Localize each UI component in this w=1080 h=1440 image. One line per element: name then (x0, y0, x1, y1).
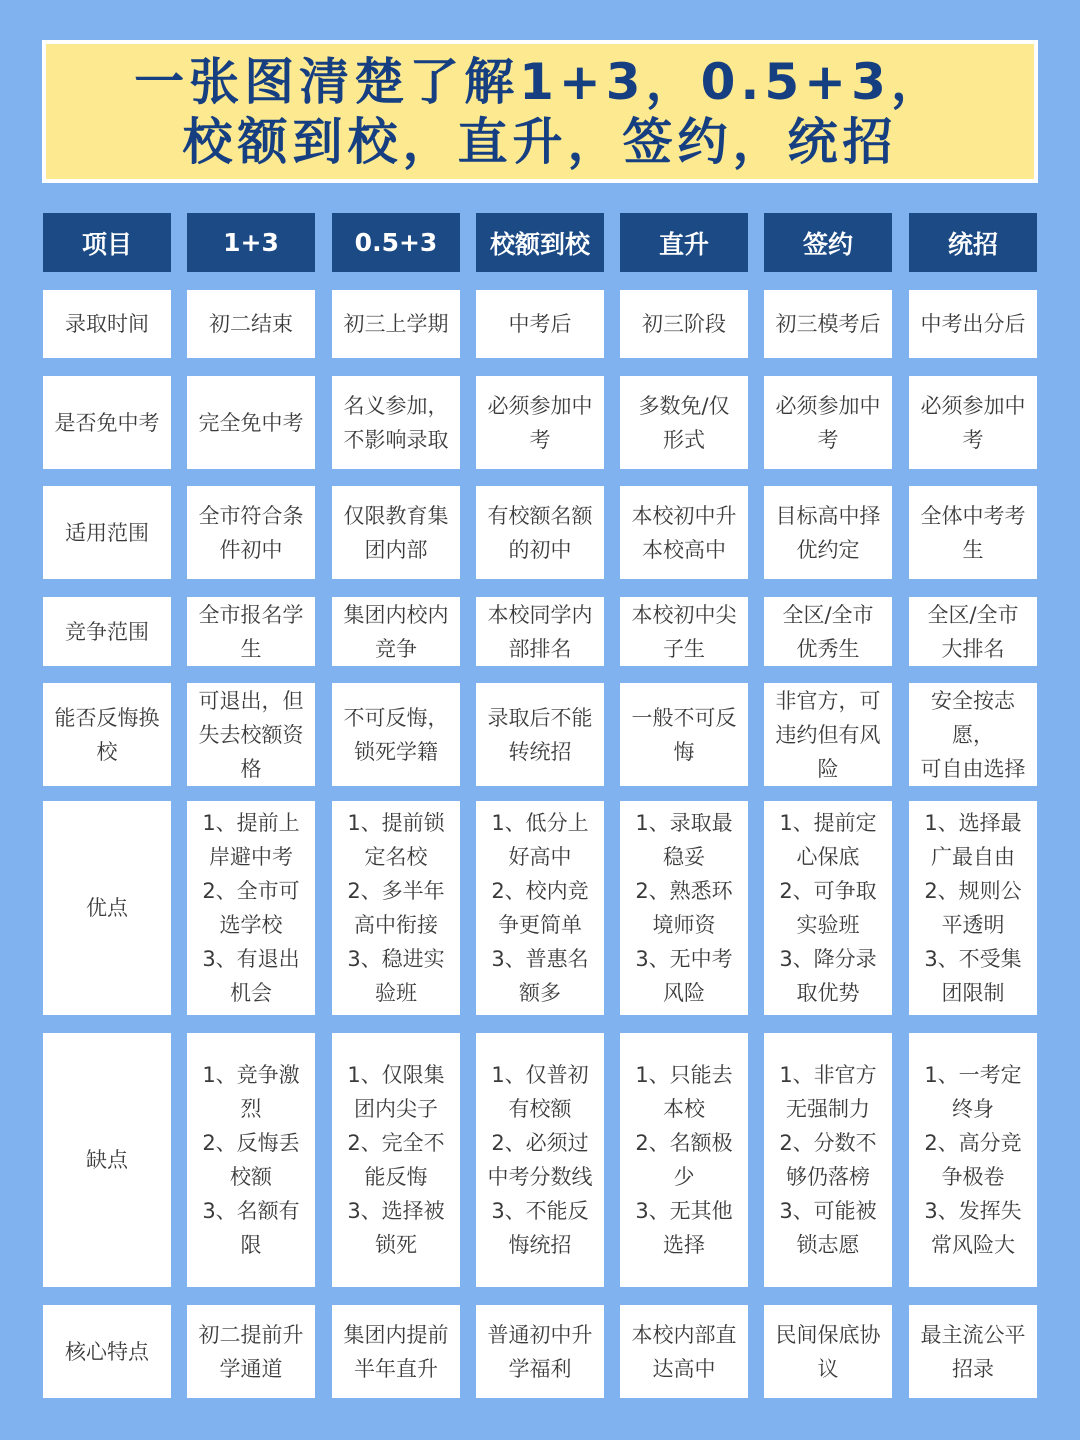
table-cell: 1、只能去 本校 2、名额极 少 3、无其他 选择 (620, 1033, 748, 1287)
row-label-text: 录取时间 (65, 312, 149, 336)
row-label-text: 竞争范围 (65, 619, 149, 644)
table-cell: 中考后 (476, 290, 604, 358)
table-cell: 全市报名学 生 (187, 597, 315, 666)
title-line-2: 校额到校，直升，签约，统招 (182, 112, 898, 171)
table-cell: 1、仅限集 团内尖子 2、完全不 能反悔 3、选择被 锁死 (332, 1033, 460, 1287)
table-cell: 全体中考考 生 (909, 486, 1037, 579)
column-header: 校额到校 (476, 213, 604, 272)
table-cell: 全区/全市 大排名 (909, 597, 1037, 666)
row-label-text: 缺点 (86, 1148, 128, 1172)
row-label-text: 适用范围 (65, 520, 149, 545)
table-cell: 非官方，可 违约但有风 险 (764, 683, 892, 786)
row-label-text: 优点 (86, 896, 128, 920)
table-cell: 本校初中升 本校高中 (620, 486, 748, 579)
table-cell: 1、仅普初 有校额 2、必须过 中考分数线 3、不能反 悔统招 (476, 1033, 604, 1287)
table-cell: 1、提前锁 定名校 2、多半年 高中衔接 3、稳进实 验班 (332, 801, 460, 1015)
row-label (43, 376, 171, 469)
table-cell: 必须参加中 考 (476, 376, 604, 469)
row-label (43, 1305, 171, 1398)
table-cell: 1、提前上 岸避中考 2、全市可 选学校 3、有退出 机会 (187, 801, 315, 1015)
table-cell: 1、非官方 无强制力 2、分数不 够仍落榜 3、可能被 锁志愿 (764, 1033, 892, 1287)
table-cell: 1、选择最 广最自由 2、规则公 平透明 3、不受集 团限制 (909, 801, 1037, 1015)
table-cell: 民间保底协 议 (764, 1305, 892, 1398)
table-cell: 1、提前定 心保底 2、可争取 实验班 3、降分录 取优势 (764, 801, 892, 1015)
column-header: 统招 (909, 213, 1037, 272)
table-cell: 目标高中择 优约定 (764, 486, 892, 579)
table-cell: 本校内部直 达高中 (620, 1305, 748, 1398)
row-label-text: 核心特点 (65, 1339, 149, 1364)
table-cell: 1、低分上 好高中 2、校内竞 争更简单 3、普惠名 额多 (476, 801, 604, 1015)
table-cell: 初三阶段 (620, 290, 748, 358)
row-label (43, 290, 171, 358)
table-cell: 本校同学内 部排名 (476, 597, 604, 666)
table-cell: 初二提前升 学通道 (187, 1305, 315, 1398)
table-cell: 必须参加中 考 (764, 376, 892, 469)
table-cell: 有校额名额 的初中 (476, 486, 604, 579)
title-line-1: 一张图清楚了解1+3，0.5+3， (134, 52, 946, 111)
table-cell: 可退出，但 失去校额资 格 (187, 683, 315, 786)
row-label (43, 597, 171, 666)
table-cell: 集团内提前 半年直升 (332, 1305, 460, 1398)
column-header: 0.5+3 (332, 213, 460, 272)
table-cell: 初三上学期 (332, 290, 460, 358)
row-label-text: 是否免中考 (54, 410, 160, 435)
table-cell: 集团内校内 竞争 (332, 597, 460, 666)
row-label (43, 801, 171, 1015)
row-label (43, 683, 171, 786)
table-cell: 初三模考后 (764, 290, 892, 358)
table-cell: 录取后不能 转统招 (476, 683, 604, 786)
row-label (43, 1033, 171, 1287)
table-cell: 全区/全市 优秀生 (764, 597, 892, 666)
table-cell: 中考出分后 (909, 290, 1037, 358)
column-header: 直升 (620, 213, 748, 272)
table-cell: 最主流公平 招录 (909, 1305, 1037, 1398)
table-cell: 1、竞争激 烈 2、反悔丢 校额 3、名额有 限 (187, 1033, 315, 1287)
column-header: 1+3 (187, 213, 315, 272)
table-cell: 仅限教育集 团内部 (332, 486, 460, 579)
table-cell: 普通初中升 学福利 (476, 1305, 604, 1398)
column-header: 项目 (43, 213, 171, 272)
table-cell: 初二结束 (187, 290, 315, 358)
table-cell: 一般不可反 悔 (620, 683, 748, 786)
table-cell: 全市符合条 件初中 (187, 486, 315, 579)
table-cell: 1、一考定 终身 2、高分竞 争极卷 3、发挥失 常风险大 (909, 1033, 1037, 1287)
table-cell: 安全按志愿， 可自由选择 (909, 683, 1037, 786)
column-header: 签约 (764, 213, 892, 272)
row-label (43, 486, 171, 579)
table-cell: 多数免/仅 形式 (620, 376, 748, 469)
table-cell: 不可反悔， 锁死学籍 (332, 683, 460, 786)
table-cell: 本校初中尖 子生 (620, 597, 748, 666)
row-label-text: 能否反悔换校 (54, 705, 160, 764)
table-cell: 名义参加， 不影响录取 (332, 376, 460, 469)
table-cell: 完全免中考 (187, 376, 315, 469)
table-cell: 必须参加中 考 (909, 376, 1037, 469)
table-cell: 1、录取最 稳妥 2、熟悉环 境师资 3、无中考 风险 (620, 801, 748, 1015)
